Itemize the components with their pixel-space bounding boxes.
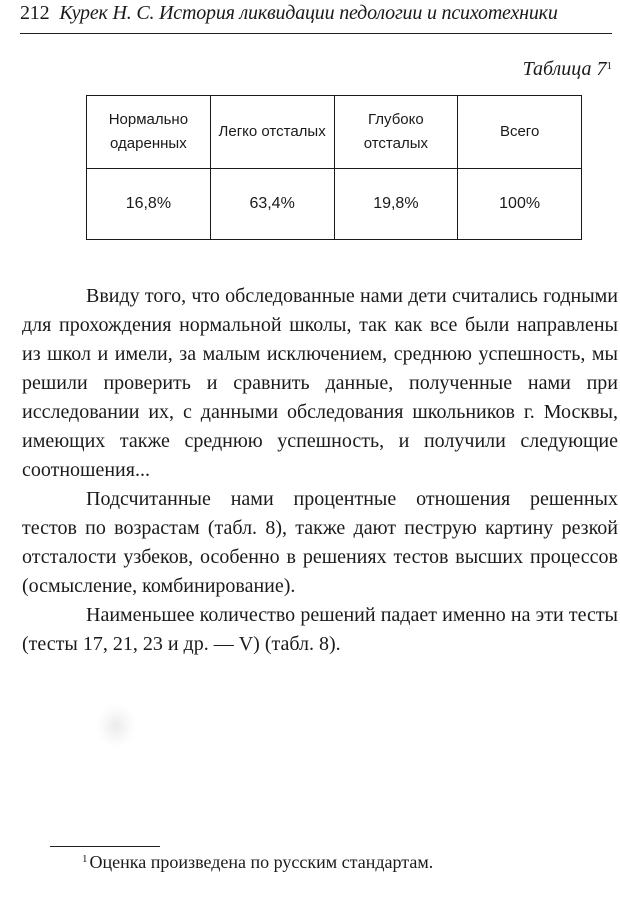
column-header-total: Всего: [458, 96, 582, 169]
table-caption-footnote-mark: 1: [606, 60, 612, 72]
table-row: [87, 169, 582, 240]
column-header-deep: Глубоко отсталых: [334, 96, 458, 169]
data-table: [86, 95, 582, 240]
table-cell-mild: 63,4%: [210, 169, 334, 240]
paragraph: Ввиду того, что обследованные нами дети считались годными для прохождения нормальной школы, так как все были направлены из школ и имели, за малым исключением, среднюю успешность, мы решили проверить и сравнить данные, полученные нами при исследовании их, с данными обследования школьников г. Москвы, имеющих также среднюю успешность, и получили следующие соотношения...: [22, 285, 618, 481]
table-caption-text: Таблица 7: [522, 58, 607, 80]
table-header-row: [87, 96, 582, 169]
footnote-mark: 1: [82, 853, 88, 865]
column-header-mild: Легко отсталых: [210, 96, 334, 169]
running-head: [20, 2, 610, 25]
page-smudge: [96, 704, 136, 748]
body-text: [22, 282, 618, 659]
table-caption: [523, 58, 612, 81]
running-title: Курек Н. С. История ликвидации педологии и психотехники: [59, 2, 558, 24]
table-cell-deep: 19,8%: [334, 169, 458, 240]
footnote: [82, 852, 433, 873]
table-cell-total: 100%: [458, 169, 582, 240]
page-number: 212: [20, 2, 50, 24]
table-cell-normal: 16,8%: [87, 169, 211, 240]
footnote-rule: [50, 846, 160, 847]
column-header-normal: Нормально одаренных: [87, 96, 211, 169]
header-rule: [20, 33, 612, 34]
paragraph: Подсчитанные нами процентные отношения решенных тестов по возрастам (табл. 8), также дают пеструю картину резкой отсталости узбеков, особенно в решениях тестов высших процессов (осмысление, комбинирование).: [22, 488, 618, 597]
footnote-text: Оценка произведена по русским стандартам.: [89, 852, 434, 872]
paragraph: Наименьшее количество решений падает именно на эти тесты (тесты 17, 21, 23 и др. — V) (табл. 8).: [22, 604, 618, 655]
